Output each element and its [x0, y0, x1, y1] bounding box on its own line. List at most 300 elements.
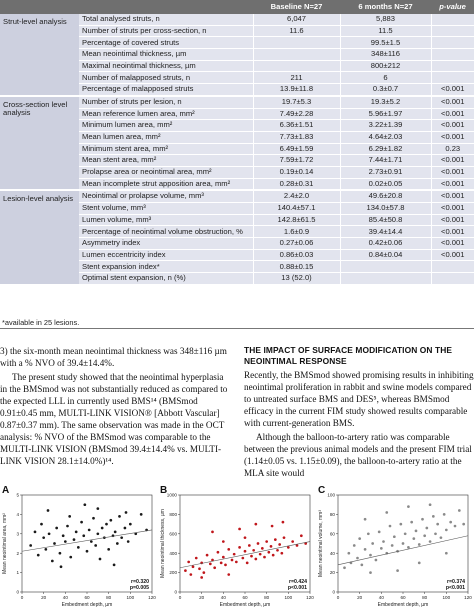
six-month-value: 7.44±1.71: [340, 155, 431, 167]
baseline-value: 13 (52.0): [253, 273, 340, 285]
data-point: [44, 548, 47, 551]
data-point: [412, 537, 415, 540]
six-month-value: 2.73±0.91: [340, 166, 431, 178]
table-footnote: *available in 25 lesions.: [2, 318, 80, 327]
data-point: [263, 556, 266, 559]
data-point: [254, 558, 257, 561]
row-label: Minimum lumen area, mm²: [79, 120, 253, 132]
data-point: [140, 513, 143, 516]
x-tick-label: 20: [41, 595, 47, 600]
six-month-value: 800±212: [340, 60, 431, 72]
stat-p: p=0.005: [129, 585, 149, 591]
data-point: [62, 534, 65, 537]
row-label: Stent volume, mm³: [79, 203, 253, 215]
y-tick-label: 100: [327, 492, 335, 498]
data-point: [244, 536, 247, 539]
y-tick-label: 800: [169, 512, 177, 517]
data-point: [432, 515, 435, 518]
six-month-value: [340, 261, 431, 273]
six-month-value: 5.96±1.97: [340, 108, 431, 120]
data-point: [92, 517, 95, 520]
six-month-value: 3.22±1.39: [340, 120, 431, 132]
panel-letter: C: [318, 485, 326, 496]
data-point: [125, 511, 128, 514]
y-tick-label: 0: [332, 589, 335, 595]
baseline-value: 7.49±2.28: [253, 108, 340, 120]
data-point: [391, 544, 394, 547]
six-month-value: 6: [340, 72, 431, 84]
data-point: [227, 573, 230, 576]
baseline-value: [253, 37, 340, 49]
row-label: Maximal neointimal thickness, µm: [79, 60, 253, 72]
data-point: [200, 576, 203, 579]
panel-letter: B: [160, 485, 168, 496]
data-point: [51, 560, 54, 563]
data-point: [222, 540, 225, 543]
stat-r: r=0.374: [446, 579, 465, 585]
row-label: Optimal stent expansion, n (%): [79, 273, 253, 285]
data-point: [364, 548, 367, 551]
data-point: [265, 540, 268, 543]
y-axis-label: Mean neointimal volume, mm³: [318, 510, 324, 577]
baseline-value: 7.59±1.72: [253, 155, 340, 167]
baseline-value: 0.88±0.15: [253, 261, 340, 273]
data-point: [358, 537, 361, 540]
data-point: [360, 563, 363, 566]
p-value: <0.001: [431, 214, 474, 226]
data-point: [129, 523, 132, 526]
data-point: [291, 540, 294, 543]
data-point: [434, 532, 437, 535]
table-row: [0, 14, 474, 25]
six-month-value: [340, 273, 431, 285]
data-point: [59, 552, 62, 555]
x-axis-label: Embedment depth, µm: [377, 602, 429, 608]
y-axis-label: Mean neointimal area, mm²: [2, 513, 8, 574]
scatter-panel-a: [0, 483, 156, 608]
data-point: [364, 518, 367, 521]
p-value: <0.001: [431, 190, 474, 202]
data-point: [375, 559, 378, 562]
row-label: Minimum stent area, mm²: [79, 143, 253, 155]
data-point: [113, 563, 116, 566]
plot-area: [180, 495, 310, 592]
data-point: [280, 552, 283, 555]
row-label: Number of struts per lesion, n: [79, 96, 253, 108]
data-point: [42, 536, 45, 539]
data-point: [389, 525, 392, 528]
data-point: [94, 544, 97, 547]
data-point: [272, 554, 275, 557]
p-value: [431, 273, 474, 285]
data-point: [300, 534, 303, 537]
header-label: [79, 0, 253, 14]
data-point: [250, 555, 253, 558]
baseline-value: 142.8±61.5: [253, 214, 340, 226]
data-point: [267, 551, 270, 554]
six-month-value: 348±116: [340, 49, 431, 61]
data-point: [407, 505, 410, 508]
data-point: [257, 542, 260, 545]
baseline-value: 13.9±11.8: [253, 84, 340, 96]
data-point: [209, 563, 212, 566]
row-label: Lumen volume, mm³: [79, 214, 253, 226]
data-point: [96, 507, 99, 510]
baseline-value: 0.28±0.31: [253, 178, 340, 190]
data-point: [217, 551, 220, 554]
y-tick-label: 80: [329, 512, 335, 517]
data-point: [90, 540, 93, 543]
x-tick-label: 60: [400, 595, 406, 600]
section-title: Lesion-level analysis: [0, 190, 79, 285]
data-point: [233, 553, 236, 556]
data-point: [222, 556, 225, 559]
y-tick-label: 3: [16, 531, 19, 537]
data-point: [184, 569, 187, 572]
p-value: [431, 49, 474, 61]
data-point: [241, 557, 244, 560]
data-point: [353, 544, 356, 547]
data-point: [224, 563, 227, 566]
data-point: [29, 544, 32, 547]
data-point: [252, 549, 255, 552]
data-point: [198, 567, 201, 570]
p-value: <0.001: [431, 238, 474, 250]
data-point: [55, 527, 58, 530]
p-value: <0.001: [431, 166, 474, 178]
header-six-months: 6 months N=27: [340, 0, 431, 14]
data-point: [114, 531, 117, 534]
data-point: [356, 557, 359, 560]
scatter-panel-b: [158, 483, 314, 608]
row-label: Number of struts per cross-section, n: [79, 25, 253, 37]
y-axis-label: Mean neointimal thickness, µm: [160, 509, 166, 578]
data-point: [83, 503, 86, 506]
data-point: [380, 547, 383, 550]
stat-r: r=0.320: [130, 579, 149, 585]
data-point: [64, 540, 67, 543]
scatter-plot: [158, 483, 314, 608]
data-point: [88, 529, 91, 532]
six-month-value: 99.5±1.5: [340, 37, 431, 49]
p-value: [431, 72, 474, 84]
data-point: [69, 556, 72, 559]
data-point: [99, 558, 102, 561]
p-value: [431, 60, 474, 72]
data-point: [445, 529, 448, 532]
row-label: Neointimal or prolapse volume, mm³: [79, 190, 253, 202]
p-value: 0.23: [431, 143, 474, 155]
data-point: [440, 536, 443, 539]
x-tick-label: 100: [442, 595, 451, 600]
data-point: [75, 531, 78, 534]
data-point: [246, 562, 249, 565]
x-tick-label: 80: [422, 595, 428, 600]
p-value: <0.001: [431, 203, 474, 215]
baseline-value: 0.86±0.03: [253, 249, 340, 261]
p-value: <0.001: [431, 226, 474, 238]
row-label: Percentage of covered struts: [79, 37, 253, 49]
baseline-value: 19.7±5.3: [253, 96, 340, 108]
data-point: [367, 532, 370, 535]
y-tick-label: 4: [16, 512, 19, 517]
x-tick-label: 40: [378, 595, 384, 600]
baseline-value: 7.73±1.83: [253, 131, 340, 143]
left-paragraph-1: 3) the six-month mean neointimal thickness was 348±116 µm with a % NVO of 39.4±14.4%.: [0, 346, 227, 368]
right-text-column: [244, 345, 474, 481]
x-tick-label: 0: [178, 595, 182, 600]
data-point: [60, 565, 63, 568]
section-heading: THE IMPACT OF SURFACE MODIFICATION ON THE NEOINTIMAL RESPONSE: [244, 345, 453, 366]
p-value: <0.001: [431, 249, 474, 261]
p-value: <0.001: [431, 84, 474, 96]
data-point: [227, 548, 230, 551]
data-point: [369, 571, 372, 574]
data-point: [399, 523, 402, 526]
data-point: [343, 566, 346, 569]
x-tick-label: 20: [199, 595, 205, 600]
baseline-value: 11.6: [253, 25, 340, 37]
data-point: [415, 530, 418, 533]
y-tick-label: 2: [16, 550, 19, 556]
data-point: [101, 527, 104, 530]
panel-letter: A: [2, 485, 10, 496]
data-point: [238, 528, 241, 531]
data-point: [68, 515, 71, 518]
data-point: [421, 518, 424, 521]
p-value: <0.001: [431, 120, 474, 132]
right-paragraph-1: Recently, the BMSmod showed promising results in inhibiting neointimal proliferation in rabbit and swine models compared to untreated surface BMS and DES⁵, whereas BMSmod efficacy in the current FIM study showed results comparable with current-generation BMS.: [244, 370, 474, 428]
data-point: [393, 535, 396, 538]
data-point: [105, 523, 108, 526]
x-tick-label: 20: [357, 595, 363, 600]
x-tick-label: 120: [148, 595, 156, 600]
x-tick-label: 80: [264, 595, 270, 600]
data-point: [429, 540, 432, 543]
data-point: [423, 534, 426, 537]
p-value: <0.001: [431, 108, 474, 120]
data-point: [276, 549, 279, 552]
data-point: [278, 543, 281, 546]
data-point: [396, 569, 399, 572]
y-tick-label: 20: [329, 570, 335, 576]
six-month-value: 4.64±2.03: [340, 131, 431, 143]
stat-p: p<0.001: [445, 585, 465, 591]
plot-area: [22, 495, 152, 592]
baseline-value: 6,047: [253, 14, 340, 25]
six-month-value: 0.42±0.06: [340, 238, 431, 250]
baseline-value: 1.6±0.9: [253, 226, 340, 238]
y-tick-label: 1: [16, 570, 19, 576]
x-tick-label: 40: [62, 595, 68, 600]
data-point: [270, 545, 273, 548]
data-point: [124, 527, 127, 530]
baseline-value: 211: [253, 72, 340, 84]
data-point: [436, 523, 439, 526]
section-title: Strut-level analysis: [0, 14, 79, 96]
scatter-plot: [316, 483, 472, 608]
data-point: [371, 542, 374, 545]
data-point: [37, 554, 40, 557]
p-value: [431, 25, 474, 37]
data-point: [425, 527, 428, 530]
table-body: [0, 14, 474, 285]
data-point: [213, 566, 216, 569]
y-tick-label: 0: [174, 589, 177, 595]
data-point: [118, 515, 121, 518]
six-month-value: 49.6±20.8: [340, 190, 431, 202]
six-month-value: 0.84±0.04: [340, 249, 431, 261]
data-point: [189, 573, 192, 576]
data-point: [47, 509, 50, 512]
x-tick-label: 40: [220, 595, 226, 600]
scatter-panel-c: [316, 483, 472, 608]
row-label: Mean neointimal thickness, µm: [79, 49, 253, 61]
x-tick-label: 0: [20, 595, 24, 600]
six-month-value: 19.3±5.2: [340, 96, 431, 108]
baseline-value: [253, 49, 340, 61]
row-label: Total analysed struts, n: [79, 14, 253, 25]
data-point: [261, 547, 264, 550]
p-value: [431, 14, 474, 25]
six-month-value: 134.0±57.8: [340, 203, 431, 215]
y-tick-label: 400: [169, 550, 177, 556]
data-point: [274, 538, 277, 541]
p-value: <0.001: [431, 131, 474, 143]
y-tick-label: 5: [16, 492, 19, 498]
data-point: [385, 511, 388, 514]
data-point: [259, 553, 262, 556]
data-point: [195, 557, 198, 560]
data-point: [458, 509, 461, 512]
row-label: Prolapse area or neointimal area, mm²: [79, 166, 253, 178]
left-text-column: [0, 345, 232, 469]
data-point: [40, 523, 43, 526]
data-point: [410, 521, 413, 524]
row-label: Mean reference lumen area, mm²: [79, 108, 253, 120]
data-point: [418, 543, 421, 546]
data-point: [235, 561, 238, 564]
data-point: [429, 503, 432, 506]
row-label: Mean lumen area, mm²: [79, 131, 253, 143]
six-month-value: 11.5: [340, 25, 431, 37]
data-point: [107, 548, 110, 551]
y-tick-label: 60: [329, 531, 335, 537]
x-tick-label: 120: [464, 595, 472, 600]
baseline-value: 2.4±2.0: [253, 190, 340, 202]
data-point: [206, 554, 209, 557]
data-point: [187, 561, 190, 564]
data-point: [192, 565, 195, 568]
data-point: [382, 540, 385, 543]
scatter-plot: [0, 483, 156, 608]
row-label: Lumen eccentricity index: [79, 249, 253, 261]
data-point: [220, 562, 223, 565]
six-month-value: 39.4±14.4: [340, 226, 431, 238]
table-row: [0, 190, 474, 202]
data-point: [127, 540, 130, 543]
stat-p: p<0.001: [287, 585, 307, 591]
data-point: [271, 525, 274, 528]
data-point: [283, 536, 286, 539]
data-point: [120, 536, 123, 539]
data-point: [404, 532, 407, 535]
six-month-value: 6.29±1.82: [340, 143, 431, 155]
p-value: <0.001: [431, 178, 474, 190]
data-point: [231, 559, 234, 562]
data-point: [287, 546, 290, 549]
six-month-value: 5,883: [340, 14, 431, 25]
x-tick-label: 0: [336, 595, 340, 600]
table-header-row: [0, 0, 474, 14]
table-rule: [0, 328, 474, 329]
row-label: Stent expansion index*: [79, 261, 253, 273]
x-tick-label: 60: [242, 595, 248, 600]
data-point: [254, 523, 257, 526]
left-paragraph-2: The present study showed that the neointimal hyperplasia in the BMSmod was not substantially reduced as compared to the expected LLL in currently used BMS¹⁴ (BMSmod 0.91±0.45 mm, MULTI-LINK VISION® [Abbott Vascular] 0.87±0.37 mm). The same observation was made in the OCT analysis: % NVO of the BMSmod was comparable to the MULTI-LINK VISION (BMSmod 39.4±14.4% vs. MULTI-LINK VISION 28.1±14.0%)¹⁴.: [0, 372, 228, 466]
right-paragraph-2: Although the balloon-to-artery ratio was comparable between the previous animal models and the present FIM trial (1.14±0.05 vs. 1.15±0.09), the balloon-to-artery ratio at the MLA site would: [244, 432, 472, 478]
x-axis-label: Embedment depth, µm: [219, 602, 271, 608]
section-title: Cross-section level analysis: [0, 96, 79, 191]
data-point: [116, 542, 119, 545]
p-value: <0.001: [431, 155, 474, 167]
row-label: Number of malapposed struts, n: [79, 72, 253, 84]
data-point: [369, 554, 372, 557]
x-axis-label: Embedment depth, µm: [61, 602, 113, 608]
y-tick-label: 200: [169, 570, 177, 576]
data-point: [77, 546, 80, 549]
y-tick-label: 600: [169, 531, 177, 537]
data-point: [402, 542, 405, 545]
data-point: [282, 521, 285, 524]
x-tick-label: 80: [106, 595, 112, 600]
data-point: [66, 525, 69, 528]
data-point: [82, 534, 85, 537]
data-point: [96, 532, 99, 535]
six-month-value: 0.02±0.05: [340, 178, 431, 190]
data-point: [244, 550, 247, 553]
header-baseline: Baseline N=27: [253, 0, 340, 14]
data-point: [238, 546, 241, 549]
table-row: [0, 96, 474, 108]
baseline-value: 6.36±1.51: [253, 120, 340, 132]
header-section: [0, 0, 79, 14]
data-point: [454, 525, 457, 528]
x-tick-label: 100: [284, 595, 293, 600]
data-point: [407, 546, 410, 549]
x-tick-label: 120: [306, 595, 314, 600]
row-label: Percentage of malapposed struts: [79, 84, 253, 96]
row-label: Mean stent area, mm²: [79, 155, 253, 167]
data-point: [211, 531, 214, 534]
data-point: [86, 550, 89, 553]
baseline-value: 6.49±1.59: [253, 143, 340, 155]
six-month-value: 85.4±50.8: [340, 214, 431, 226]
data-point: [53, 542, 56, 545]
baseline-value: 0.27±0.06: [253, 238, 340, 250]
data-point: [34, 531, 37, 534]
p-value: <0.001: [431, 96, 474, 108]
y-tick-label: 0: [16, 589, 19, 595]
row-label: Asymmetry index: [79, 238, 253, 250]
row-label: Percentage of neointimal volume obstruction, %: [79, 226, 253, 238]
data-point: [248, 544, 251, 547]
data-point: [202, 571, 205, 574]
data-point: [443, 513, 446, 516]
data-point: [462, 523, 465, 526]
stat-r: r=0.424: [288, 579, 307, 585]
x-tick-label: 60: [84, 595, 90, 600]
